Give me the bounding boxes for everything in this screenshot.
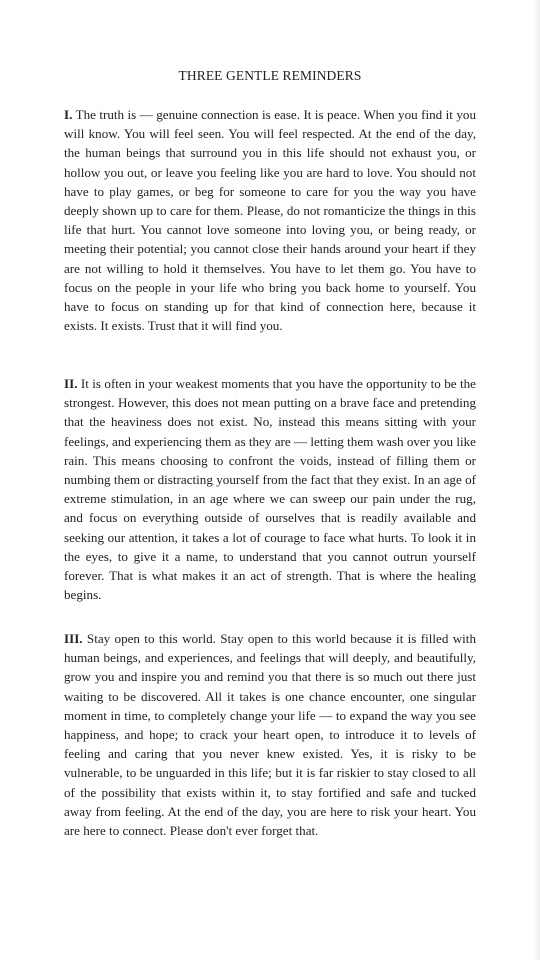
section-text: It is often in your weakest moments that you have the opportunity to be the strongest. However, this does not mean putting on a brave face and pretending that the heaviness does not exist. No, instead this means sitting with your feelings, and experiencing them as they are — letting them wash over you like rain. This means choosing to confront the voids, instead of filling them or numbing them or distracting yourself from the fact that they exist. In an age of extreme stimulation, in an age where we can sweep our pain under the rug, and focus on everything outside of ourselves that is readily available and seeking our attention, it takes a lot of courage to face what hurts. To look it in the eyes, to give it a name, to understand that you cannot outrun yourself forever. That is what makes it an act of strength. That is where the healing begins. <box>64 376 476 603</box>
reminder-paragraph-3 <box>64 629 476 840</box>
page-edge-shadow <box>534 0 540 960</box>
page-title: THREE GENTLE REMINDERS <box>178 68 362 83</box>
reminder-paragraph-2 <box>64 374 476 604</box>
section-numeral: I. <box>64 107 73 122</box>
reminder-paragraph-1 <box>64 105 476 335</box>
section-text: The truth is — genuine connection is ease. It is peace. When you find it you will know. You will feel seen. You will feel respected. At the end of the day, the human beings that surround you in this life should not exhaust you, or hollow you out, or leave you feeling like you are hard to love. You should not have to play games, or beg for someone to care for you the way you have deeply shown up to care for them. Please, do not romanticize the things in this life that hurt. You cannot love someone into loving you, or being ready, or meeting their potential; you cannot close their hands around your heart if they are not willing to hold it themselves. You have to let them go. You have to focus on the people in your life who bring you back home to yourself. You have to focus on standing up for that kind of connection here, because it exists. It exists. Trust that it will find you. <box>64 107 476 334</box>
section-numeral: III. <box>64 631 83 646</box>
section-text: Stay open to this world. Stay open to this world because it is filled with human beings, and experiences, and feelings that will deeply, and beautifully, grow you and inspire you and remind you that there is so much out there just waiting to be discovered. All it takes is one chance encounter, one singular moment in time, to completely change your life — to expand the way you see happiness, and hope; to crack your heart open, to introduce it to levels of feeling and caring that you never knew existed. Yes, it is risky to be vulnerable, to be unguarded in this life; but it is far riskier to stay closed to all of the possibility that exists within it, to stay fortified and safe and tucked away from feeling. At the end of the day, you are here to risk your heart. You are here to connect. Please don't ever forget that. <box>64 631 476 839</box>
section-numeral: II. <box>64 376 78 391</box>
